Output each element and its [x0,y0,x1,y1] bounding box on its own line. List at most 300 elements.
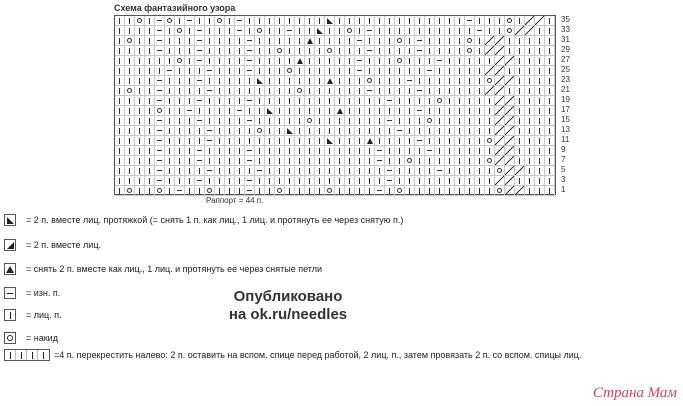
chart-cell [385,86,395,96]
legend-text: = 2 п. вместе лиц. [26,240,101,250]
chart-cell [275,186,285,196]
chart-cell [455,126,465,136]
chart-cell [195,86,205,96]
chart-cell [235,56,245,66]
chart-cell [195,116,205,126]
row-number: 5 [561,165,566,174]
chart-cell [185,156,195,166]
chart-cell [125,116,135,126]
chart-cell [535,66,545,76]
chart-cell [305,106,315,116]
chart-cell [235,46,245,56]
chart-cell [245,26,255,36]
chart-cell [385,186,395,196]
chart-cell [305,46,315,56]
chart-cell [305,176,315,186]
chart-cell [505,156,515,166]
chart-cell [525,176,535,186]
chart-cell [155,116,165,126]
chart-cell [465,56,475,66]
chart-cell [165,76,175,86]
chart-cell [505,176,515,186]
chart-cell [305,186,315,196]
chart-cell [155,176,165,186]
chart-cell [455,166,465,176]
chart-cell [245,46,255,56]
chart-cell [265,176,275,186]
chart-cell [525,46,535,56]
chart-cell [235,26,245,36]
chart-cell [505,26,515,36]
chart-cell [145,186,155,196]
chart-cell [245,106,255,116]
legend-text: = накид [26,333,58,343]
chart-cell [535,26,545,36]
chart-cell [205,106,215,116]
chart-cell [155,86,165,96]
chart-cell [485,36,495,46]
legend-text: = лиц. п. [26,310,62,320]
chart-cell [505,136,515,146]
chart-cell [435,176,445,186]
chart-cell [525,166,535,176]
chart-cell [305,156,315,166]
chart-cell [205,156,215,166]
chart-cell [545,176,555,186]
chart-cell [545,16,555,26]
chart-cell [255,36,265,46]
chart-cell [525,96,535,106]
chart-cell [265,46,275,56]
chart-cell [285,136,295,146]
chart-cell [255,186,265,196]
chart-cell [205,86,215,96]
chart-cell [235,116,245,126]
chart-cell [315,16,325,26]
chart-cell [335,96,345,106]
chart-cell [445,76,455,86]
chart-cell [295,26,305,36]
chart-cell [345,136,355,146]
chart-cell [275,106,285,116]
chart-cell [215,166,225,176]
chart-cell [215,56,225,66]
chart-cell [485,26,495,36]
chart-cell [285,36,295,46]
chart-cell [445,16,455,26]
chart-cell [305,56,315,66]
chart-cell [545,36,555,46]
chart-cell [185,76,195,86]
chart-cell [175,76,185,86]
chart-cell [515,156,525,166]
chart-cell [445,146,455,156]
chart-cell [415,126,425,136]
chart-cell [515,76,525,86]
chart-cell [255,176,265,186]
chart-cell [195,56,205,66]
chart-cell [205,136,215,146]
chart-cell [195,126,205,136]
row-number: 9 [561,145,566,154]
chart-cell [225,136,235,146]
row-number: 25 [561,65,570,74]
chart-cell [325,116,335,126]
chart-cell [315,36,325,46]
chart-cell [375,56,385,66]
chart-cell [335,56,345,66]
chart-cell [315,166,325,176]
chart-cell [445,56,455,66]
chart-cell [145,176,155,186]
chart-cell [325,76,335,86]
chart-cell [475,146,485,156]
chart-cell [385,116,395,126]
chart-cell [155,136,165,146]
chart-cell [445,136,455,146]
chart-cell [505,86,515,96]
chart-cell [135,156,145,166]
chart-cell [285,126,295,136]
chart-cell [345,96,355,106]
chart-cell [135,96,145,106]
chart-cell [525,16,535,26]
chart-cell [425,176,435,186]
chart-cell [365,156,375,166]
chart-cell [355,76,365,86]
chart-cell [485,86,495,96]
chart-cell [225,66,235,76]
chart-cell [405,96,415,106]
chart-cell [445,156,455,166]
chart-cell [225,56,235,66]
chart-cell [235,176,245,186]
chart-cell [475,26,485,36]
chart-cell [455,26,465,36]
chart-cell [275,16,285,26]
chart-cell [215,46,225,56]
chart-cell [435,116,445,126]
legend-item-cable [4,347,581,363]
chart-cell [525,106,535,116]
chart-cell [385,126,395,136]
chart-cell [425,16,435,26]
chart-cell [215,186,225,196]
chart-cell [275,96,285,106]
chart-cell [205,166,215,176]
chart-cell [475,46,485,56]
chart-cell [485,16,495,26]
chart-cell [465,126,475,136]
chart-cell [535,156,545,166]
chart-cell [505,96,515,106]
chart-cell [155,16,165,26]
chart-cell [235,106,245,116]
chart-cell [225,176,235,186]
chart-cell [255,146,265,156]
chart-cell [455,56,465,66]
chart-cell [435,106,445,116]
chart-cell [365,126,375,136]
chart-cell [415,66,425,76]
chart-cell [475,186,485,196]
chart-cell [295,36,305,46]
chart-cell [175,166,185,176]
chart-cell [155,36,165,46]
chart-cell [415,116,425,126]
chart-cell [235,66,245,76]
chart-cell [425,26,435,36]
chart-cell [415,76,425,86]
chart-cell [365,166,375,176]
chart-cell [265,186,275,196]
chart-cell [315,56,325,66]
chart-cell [145,86,155,96]
chart-cell [265,76,275,86]
chart-cell [245,136,255,146]
chart-cell [195,16,205,26]
chart-cell [135,66,145,76]
chart-cell [115,46,125,56]
row-number: 17 [561,105,570,114]
chart-cell [425,146,435,156]
chart-cell [155,66,165,76]
chart-cell [275,136,285,146]
chart-cell [505,166,515,176]
chart-cell [465,16,475,26]
chart-cell [385,96,395,106]
chart-cell [245,146,255,156]
chart-cell [515,26,525,36]
chart-cell [265,136,275,146]
legend-item-right-slant-decrease [4,212,403,228]
chart-cell [525,56,535,66]
chart-cell [405,76,415,86]
chart-cell [365,116,375,126]
chart-cell [135,136,145,146]
chart-cell [435,126,445,136]
chart-cell [375,76,385,86]
chart-cell [495,46,505,56]
chart-cell [535,96,545,106]
chart-cell [145,66,155,76]
chart-cell [265,116,275,126]
chart-cell [115,36,125,46]
chart-cell [185,56,195,66]
chart-cell [165,156,175,166]
chart-cell [185,116,195,126]
chart-cell [245,66,255,76]
chart-cell [115,106,125,116]
chart-cell [535,36,545,46]
chart-cell [215,126,225,136]
chart-cell [115,96,125,106]
chart-cell [495,176,505,186]
chart-cell [315,46,325,56]
chart-cell [335,126,345,136]
chart-cell [185,96,195,106]
chart-cell [295,166,305,176]
chart-cell [415,176,425,186]
chart-cell [295,146,305,156]
chart-cell [395,146,405,156]
chart-cell [365,56,375,66]
chart-cell [395,106,405,116]
chart-cell [335,36,345,46]
chart-cell [255,96,265,106]
chart-cell [195,156,205,166]
chart-cell [245,166,255,176]
chart-cell [165,66,175,76]
legend-item-yarn-over [4,330,58,346]
chart-cell [325,146,335,156]
chart-cell [545,56,555,66]
chart-cell [375,156,385,166]
chart-cell [385,106,395,116]
chart-cell [505,46,515,56]
chart-cell [365,86,375,96]
chart-cell [315,106,325,116]
chart-cell [305,96,315,106]
chart-cell [215,16,225,26]
chart-cell [485,76,495,86]
chart-cell [435,156,445,166]
chart-cell [265,146,275,156]
chart-cell [515,66,525,76]
chart-cell [415,36,425,46]
chart-cell [275,146,285,156]
chart-cell [335,176,345,186]
chart-cell [495,56,505,66]
chart-cell [515,96,525,106]
chart-cell [245,116,255,126]
chart-cell [145,126,155,136]
chart-cell [385,136,395,146]
chart-cell [345,146,355,156]
chart-cell [515,176,525,186]
chart-cell [125,136,135,146]
chart-cell [545,166,555,176]
chart-cell [175,106,185,116]
chart-cell [145,16,155,26]
chart-cell [195,36,205,46]
chart-cell [125,66,135,76]
legend-item-knit [4,307,62,323]
row-number: 27 [561,55,570,64]
chart-cell [225,116,235,126]
chart-cell [445,176,455,186]
chart-cell [445,106,455,116]
chart-cell [155,126,165,136]
chart-cell [515,46,525,56]
chart-cell [495,156,505,166]
chart-cell [195,26,205,36]
chart-cell [505,56,515,66]
chart-cell [295,86,305,96]
chart-cell [335,16,345,26]
chart-cell [545,96,555,106]
row-number: 19 [561,95,570,104]
chart-cell [145,76,155,86]
chart-cell [225,76,235,86]
chart-cell [265,26,275,36]
chart-cell [165,186,175,196]
chart-cell [515,86,525,96]
legend-text: =4 п. перекрестить налево: 2 п. оставить на вспом. спице перед работой, 2 лиц. п., затем провязать 2 п. со вспом. спицы лиц. [54,350,582,360]
chart-cell [345,76,355,86]
chart-cell [235,156,245,166]
chart-cell [375,16,385,26]
chart-cell [145,26,155,36]
chart-cell [335,26,345,36]
chart-cell [315,86,325,96]
chart-cell [185,66,195,76]
chart-cell [425,36,435,46]
chart-cell [485,156,495,166]
chart-cell [545,66,555,76]
chart-cell [515,36,525,46]
chart-cell [215,176,225,186]
chart-cell [375,106,385,116]
chart-cell [235,136,245,146]
chart-cell [345,16,355,26]
chart-cell [135,146,145,156]
chart-cell [505,146,515,156]
chart-cell [165,126,175,136]
chart-cell [495,76,505,86]
chart-cell [425,116,435,126]
chart-cell [515,16,525,26]
chart-cell [365,76,375,86]
chart-cell [115,186,125,196]
chart-cell [435,136,445,146]
chart-cell [335,186,345,196]
chart-cell [545,146,555,156]
chart-cell [485,186,495,196]
chart-cell [345,86,355,96]
chart-cell [245,126,255,136]
chart-cell [135,176,145,186]
chart-cell [195,46,205,56]
chart-cell [305,126,315,136]
chart-cell [245,156,255,166]
rapport-label: Раппорт = 44 п. [206,196,264,205]
chart-cell [395,126,405,136]
chart-cell [125,56,135,66]
chart-cell [525,116,535,126]
chart-cell [375,26,385,36]
chart-cell [395,156,405,166]
chart-cell [395,96,405,106]
chart-cell [495,16,505,26]
chart-cell [185,186,195,196]
chart-cell [375,46,385,56]
chart-cell [375,96,385,106]
chart-cell [405,186,415,196]
chart-cell [465,116,475,126]
chart-cell [195,66,205,76]
chart-cell [325,176,335,186]
chart-cell [195,76,205,86]
legend-text: = снять 2 п. вместе как лиц., 1 лиц. и протянуть ее через снятые петли [26,264,323,274]
chart-cell [395,76,405,86]
chart-cell [235,166,245,176]
chart-cell [275,86,285,96]
chart-cell [285,96,295,106]
chart-cell [475,66,485,76]
chart-cell [215,36,225,46]
row-number: 29 [561,45,570,54]
